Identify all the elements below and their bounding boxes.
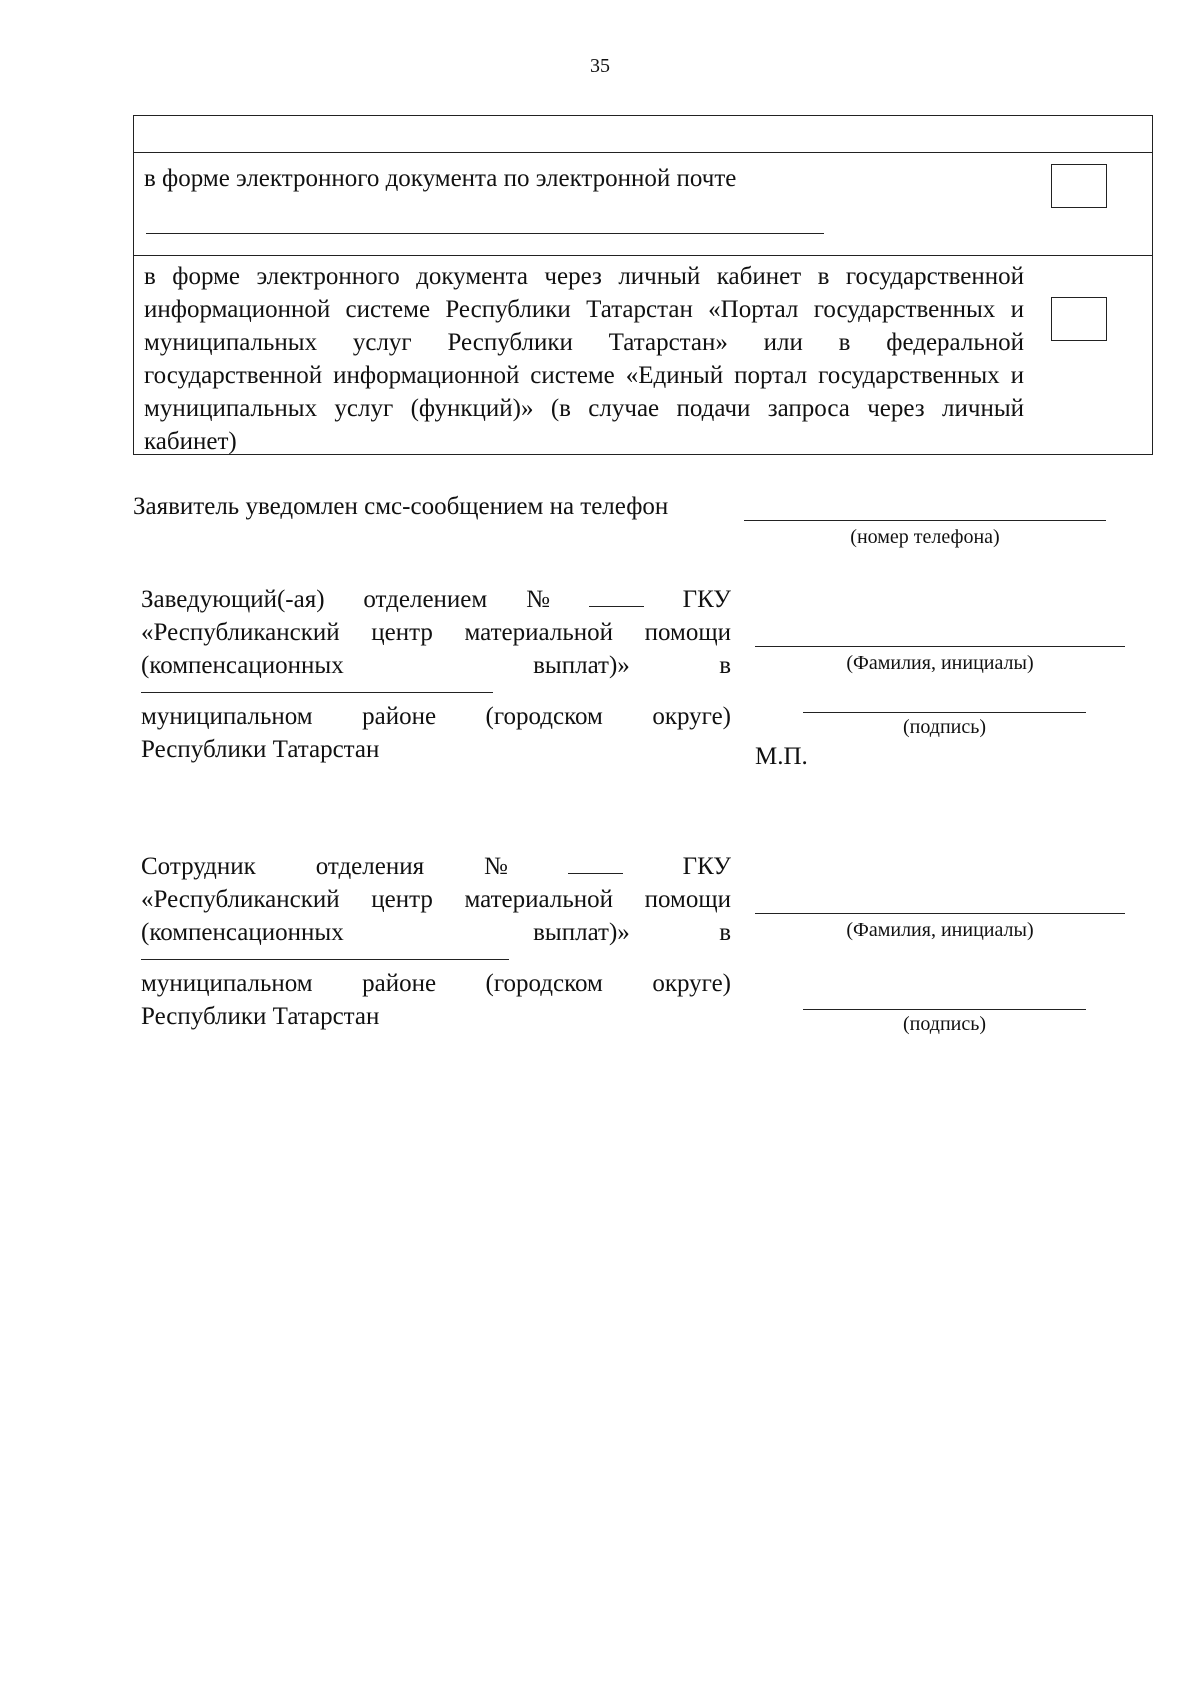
head-block bbox=[141, 583, 731, 766]
employee-district-blank[interactable] bbox=[141, 959, 509, 960]
employee-signature-line[interactable] bbox=[803, 1009, 1086, 1010]
phone-number-caption: (номер телефона) bbox=[850, 526, 1000, 548]
table-header-row bbox=[134, 116, 1152, 153]
email-option-row bbox=[134, 152, 1152, 256]
employee-line-3: (компенсационных выплат)» в bbox=[141, 919, 731, 946]
employee-name-line[interactable] bbox=[755, 913, 1125, 914]
head-line-2: «Республиканский центр материальной помощи bbox=[141, 619, 731, 646]
stamp-label: М.П. bbox=[755, 743, 808, 770]
head-line-4: муниципальном районе (городском округе) bbox=[141, 703, 731, 730]
email-option-checkbox[interactable] bbox=[1051, 164, 1107, 208]
head-name-caption: (Фамилия, инициалы) bbox=[846, 652, 1034, 674]
delivery-method-table bbox=[133, 115, 1153, 455]
phone-number-line[interactable] bbox=[744, 520, 1106, 521]
portal-option-checkbox[interactable] bbox=[1051, 297, 1107, 341]
portal-option-text: в форме электронного документа через личный кабинет в государственной информационной системе Республики Татарстан «Портал государственных и муниципальных услуг Республики Татарстан» или в федеральной государственной информационной системе «Единый портал государственных и муниципальных услуг (функций)» (в случае подачи запроса через личный кабинет) bbox=[144, 263, 1024, 455]
sms-notice-text: Заявитель уведомлен смс-сообщением на телефон bbox=[133, 493, 669, 520]
head-line-1: Заведующий(-ая) отделением № ГКУ bbox=[141, 583, 731, 616]
employee-name-caption: (Фамилия, инициалы) bbox=[846, 919, 1034, 941]
head-district-blank[interactable] bbox=[141, 692, 493, 693]
email-option-text: в форме электронного документа по электронной почте bbox=[144, 165, 737, 192]
employee-line-5: Республики Татарстан bbox=[141, 1003, 380, 1030]
head-line-5: Республики Татарстан bbox=[141, 736, 380, 763]
portal-option-row bbox=[134, 255, 1152, 454]
page-number: 35 bbox=[590, 55, 610, 77]
employee-line-4: муниципальном районе (городском округе) bbox=[141, 970, 731, 997]
employee-line-2: «Республиканский центр материальной помощи bbox=[141, 886, 731, 913]
employee-signature-caption: (подпись) bbox=[902, 1013, 987, 1035]
email-address-line[interactable] bbox=[146, 233, 824, 234]
employee-line-1: Сотрудник отделения № ГКУ bbox=[141, 850, 731, 883]
head-signature-caption: (подпись) bbox=[902, 716, 987, 738]
department-number-blank[interactable] bbox=[568, 853, 623, 874]
number-sign: № bbox=[526, 586, 550, 613]
employee-block bbox=[141, 850, 731, 1033]
head-line-3: (компенсационных выплат)» в bbox=[141, 652, 731, 679]
number-sign: № bbox=[484, 853, 508, 880]
head-signature-line[interactable] bbox=[803, 712, 1086, 713]
head-name-line[interactable] bbox=[755, 646, 1125, 647]
department-number-blank[interactable] bbox=[589, 586, 644, 607]
